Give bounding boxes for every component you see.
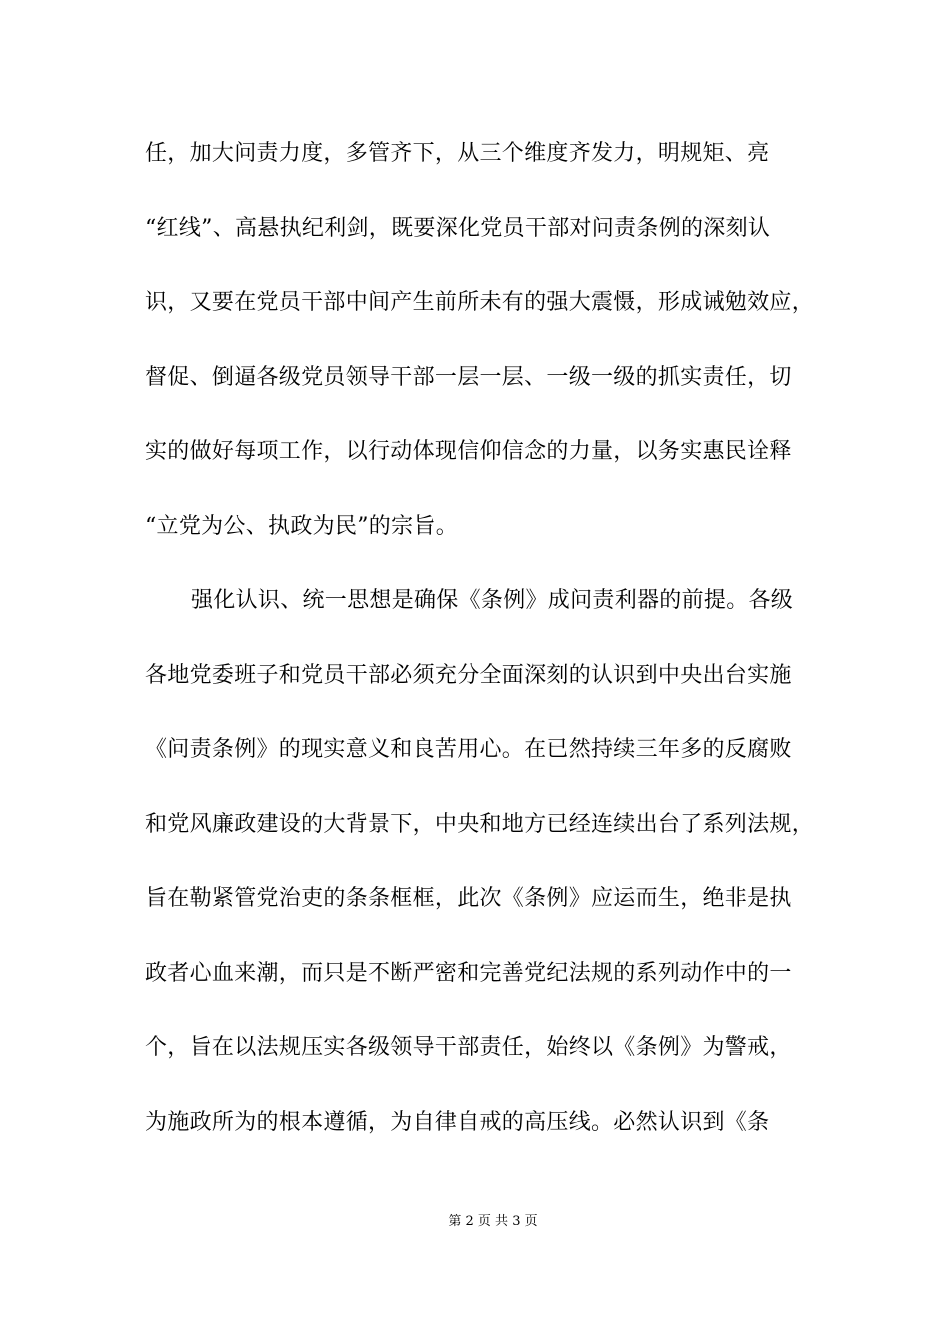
paragraph-2-line: 和党风廉政建设的大背景下，中央和地方已经连续出台了系列法规， — [145, 811, 815, 837]
paragraph-1-line: 督促、倒逼各级党员领导干部一层一层、一级一级的抓实责任，切 — [145, 364, 792, 390]
body-text — [145, 132, 825, 1175]
paragraph-1-line: “红线”、高悬执纪利剑，既要深化党员干部对问责条例的深刻认 — [145, 215, 771, 241]
paragraph-2-line: 为施政所为的根本遵循，为自律自戒的高压线。必然认识到《条 — [145, 1109, 770, 1135]
paragraph-2-line: 各地党委班子和党员干部必须充分全面深刻的认识到中央出台实施 — [145, 662, 792, 688]
paragraph-2-line: 《问责条例》的现实意义和良苦用心。在已然持续三年多的反腐败 — [145, 737, 792, 762]
paragraph-2-line: 旨在勒紧管党治吏的条条框框，此次《条例》应运而生，绝非是执 — [145, 886, 792, 911]
paragraph-1-line: “立党为公、执政为民”的宗旨。 — [145, 513, 458, 539]
paragraph-2-line: 政者心血来潮，而只是不断严密和完善党纪法规的系列动作中的一 — [145, 960, 792, 986]
paragraph-1-line: 实的做好每项工作，以行动体现信仰信念的力量，以务实惠民诠释 — [145, 439, 792, 464]
page-number: 第 2 页 共 3 页 — [448, 1214, 538, 1229]
paragraph-2-line: 强化认识、统一思想是确保《条例》成问责利器的前提。各级 — [191, 588, 794, 613]
paragraph-2-line: 个，旨在以法规压实各级领导干部责任，始终以《条例》为警戒， — [145, 1035, 792, 1060]
paragraph-1-line: 识，又要在党员干部中间产生前所未有的强大震慑，形成诫勉效应， — [145, 290, 815, 315]
paragraph-1-line: 任，加大问责力度，多管齐下，从三个维度齐发力，明规矩、亮 — [145, 141, 770, 166]
